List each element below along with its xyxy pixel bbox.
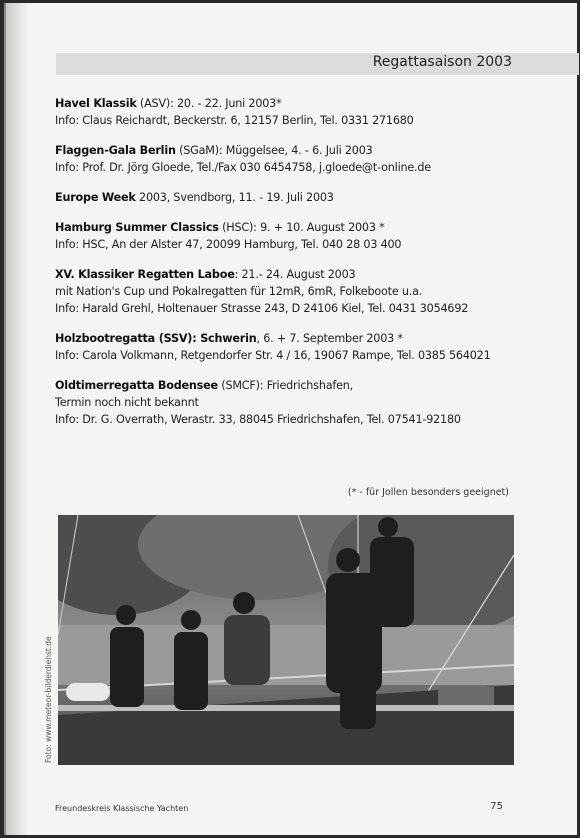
event-info-line: Info: Carola Volkmann, Retgendorfer Str. 4 / 16, 19067 Rampe, Tel. 0385 564021 [55,349,491,362]
event-info-line: Info: HSC, An der Alster 47, 20099 Hamburg, Tel. 040 28 03 400 [55,238,402,251]
event-detail: (ASV): 20. - 22. Juni 2003* [136,97,282,110]
event-detail: 2003, Svendborg, 11. - 19. Juli 2003 [135,191,334,204]
event-item [55,95,525,129]
event-heading-line [55,142,525,159]
event-item [55,142,525,176]
event-info-line: mit Nation's Cup und Pokalregatten für 12mR, 6mR, Folkeboote u.a. [55,285,423,298]
event-name: Havel Klassik [55,97,137,110]
event-info-line: Info: Harald Grehl, Holtenauer Strasse 243, D 24106 Kiel, Tel. 0431 3054692 [55,302,469,315]
event-name: XV. Klassiker Regatten Laboe [55,268,235,281]
page-header-title: Regattasaison 2003 [372,54,512,70]
event-heading-line [55,266,525,283]
event-name: Hamburg Summer Classics [55,221,219,234]
event-info-line: Info: Dr. G. Overrath, Werastr. 33, 88045 Friedrichshafen, Tel. 07541-92180 [55,413,461,426]
regatta-crew-photo [58,515,514,765]
event-heading-line [55,330,525,347]
event-info-line: Info: Claus Reichardt, Beckerstr. 6, 12157 Berlin, Tel. 0331 271680 [55,114,414,127]
event-heading-line [55,219,525,236]
event-item [55,377,525,428]
event-detail: (HSC): 9. + 10. August 2003 * [218,221,385,234]
event-list [55,95,525,441]
footnote: (* - für Jollen besonders geeignet) [347,487,509,498]
event-item [55,189,525,206]
event-detail: (SGaM): Müggelsee, 4. - 6. Juli 2003 [175,144,373,157]
event-item [55,219,525,253]
event-detail: : 21.- 24. August 2003 [234,268,356,281]
event-name: Holzbootregatta (SSV): Schwerin [55,332,257,345]
event-item [55,330,525,364]
photo-credit: Foto: www.meteor-bilderdienst.de [44,636,53,763]
footer-publication: Freundeskreis Klassische Yachten [55,804,189,813]
event-name: Oldtimerregatta Bodensee [55,379,218,392]
event-heading-line [55,377,525,394]
page-number: 75 [490,801,503,812]
event-item [55,266,525,317]
event-heading-line [55,189,525,206]
event-detail: (SMCF): Friedrichshafen, [217,379,354,392]
event-info-line: Info: Prof. Dr. Jörg Gloede, Tel./Fax 030 6454758, j.gloede@t-online.de [55,161,431,174]
document-page [4,3,577,835]
page-binding-shadow [6,3,28,835]
event-detail: , 6. + 7. September 2003 * [256,332,403,345]
photo-illustration [58,515,514,765]
event-heading-line [55,95,525,112]
event-name: Europe Week [55,191,136,204]
event-name: Flaggen-Gala Berlin [55,144,176,157]
event-info-line: Termin noch nicht bekannt [55,396,199,409]
